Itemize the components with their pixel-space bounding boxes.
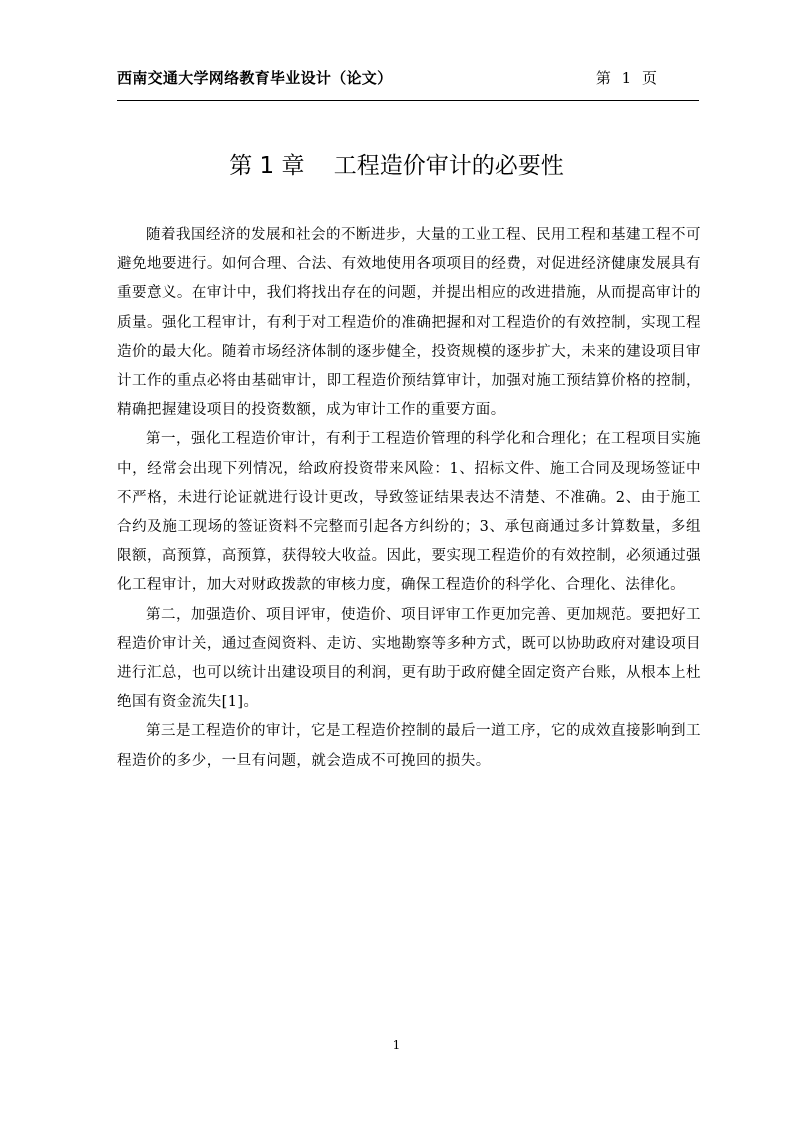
page-header (117, 66, 699, 101)
header-page-label: 第 1 页 (595, 69, 657, 87)
body-text (117, 221, 701, 776)
paragraph-4: 第三是工程造价的审计，它是工程造价控制的最后一道工序，它的成效直接影响到工程造价的多少，一旦有问题，就会造成不可挽回的损失。 (117, 723, 701, 769)
chapter-title: 第 1 章 工程造价审计的必要性 (229, 153, 564, 179)
paragraph-1: 随着我国经济的发展和社会的不断进步，大量的工业工程、民用工程和基建工程不可避免地要进行。如何合理、合法、有效地使用各项项目的经费，对促进经济健康发展具有重要意义。在审计中，我们将找出存在的问题，并提出相应的改进措施，从而提高审计的质量。强化工程审计，有利于对工程造价的准确把握和对工程造价的有效控制，实现工程造价的最大化。随着市场经济体制的逐步健全，投资规模的逐步扩大，未来的建设项目审计工作的重点必将由基础审计，即工程造价预结算审计，加强对施工预结算价格的控制，精确把握建设项目的投资数额，成为审计工作的重要方面。 (117, 227, 701, 419)
paragraph-2: 第一，强化工程造价审计，有利于工程造价管理的科学化和合理化；在工程项目实施中，经常会出现下列情况，给政府投资带来风险：1、招标文件、施工合同及现场签证中不严格，未进行论证就进行设计更改，导致签证结果表达不清楚、不准确。2、由于施工合约及施工现场的签证资料不完整而引起各方纠纷的；3、承包商通过多计算数量，多组限额，高预算，高预算，获得较大收益。因此，要实现工程造价的有效控制，必须通过强化工程审计，加大对财政拨款的审核力度，确保工程造价的科学化、合理化、法律化。 (117, 431, 701, 594)
paragraph-3: 第二，加强造价、项目评审，使造价、项目评审工作更加完善、更加规范。要把好工程造价审计关，通过查阅资料、走访、实地勘察等多种方式，既可以协助政府对建设项目进行汇总，也可以统计出建设项目的利润，更有助于政府健全固定资产台账，从根本上杜绝国有资金流失[1]。 (117, 606, 701, 711)
header-title: 西南交通大学网络教育毕业设计（论文） (117, 69, 393, 87)
footer-page-number: 1 (392, 1038, 401, 1052)
